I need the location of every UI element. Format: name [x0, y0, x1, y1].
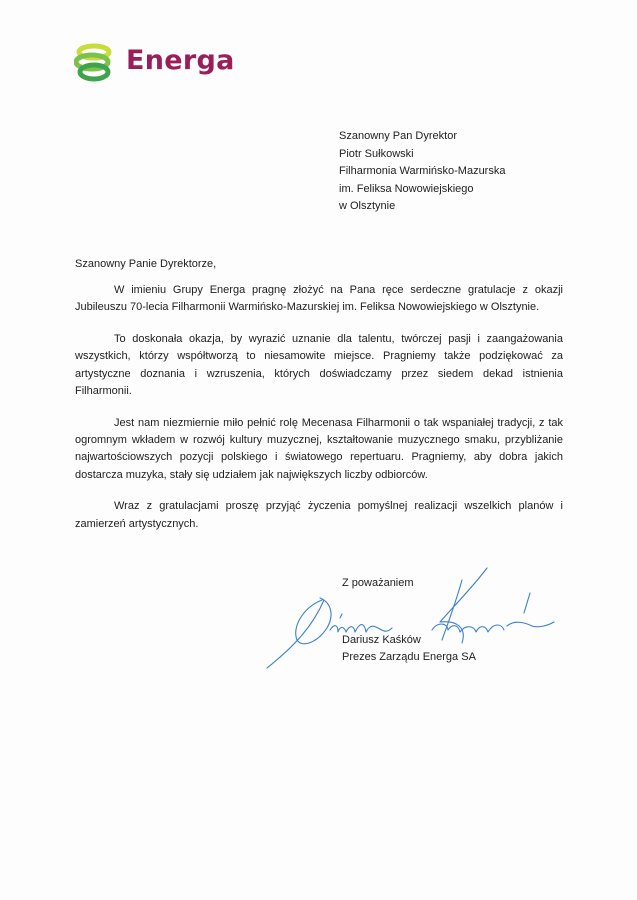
recipient-line: w Olsztynie	[339, 200, 396, 212]
salutation: Szanowny Panie Dyrektorze,	[75, 258, 217, 270]
body-paragraph: Wraz z gratulacjami proszę przyjąć życzenia pomyślnej realizacji wszelkich planów i zamierzeń artystycznych.	[75, 500, 563, 530]
signer-title: Prezes Zarządu Energa SA	[342, 651, 476, 663]
letter-body	[75, 282, 563, 548]
recipient-address	[339, 128, 505, 216]
recipient-line: Piotr Sułkowski	[339, 147, 414, 160]
energa-logo	[74, 40, 234, 88]
energa-logo-text: Energa	[126, 45, 235, 76]
closing-phrase: Z poważaniem	[342, 577, 414, 589]
energa-logo-mark-icon	[74, 42, 114, 82]
recipient-line: im. Feliksa Nowowiejskiego	[339, 182, 474, 195]
body-paragraph: To doskonała okazja, by wyrazić uznanie dla talentu, twórczej pasji i zaangażowania wszystkich, którzy współtworzą to niesamowite miejsce. Pragniemy także podziękować za artystyczne doznania i wzruszenia, których doświadczamy przez siedem dekad istnienia Filharmonii.	[75, 333, 563, 397]
signer-name: Dariusz Kaśków	[342, 634, 421, 646]
body-paragraph: Jest nam niezmiernie miło pełnić rolę Mecenasa Filharmonii o tak wspaniałej tradycji, z tak ogromnym wkładem w rozwój kultury muzycznej, kształtowanie muzycznego smaku, przybliżanie najwartościowszych pozycji polskiego i światowego repertuaru. Pragniemy, aby dobra jakich dostarcza muzyka, stały się udziałem jak największych liczby odbiorców.	[75, 416, 563, 481]
body-paragraph: W imieniu Grupy Energa pragnę złożyć na Pana ręce serdeczne gratulacje z okazji Jubileuszu 70-lecia Filharmonii Warmińsko-Mazurskiej im. Feliksa Nowowiejskiego w Olsztynie.	[75, 284, 563, 314]
recipient-line: Szanowny Pan Dyrektor	[339, 130, 457, 142]
recipient-line: Filharmonia Warmińsko-Mazurska	[339, 165, 506, 177]
